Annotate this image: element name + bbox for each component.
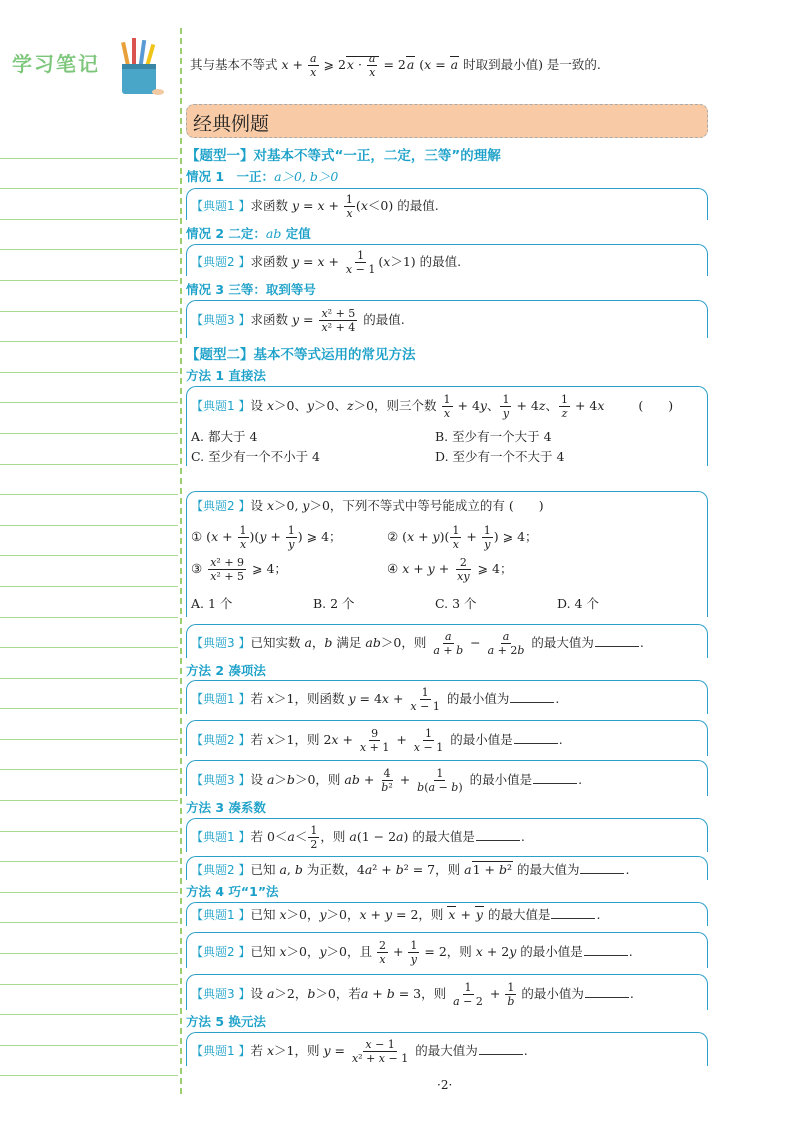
question-box xyxy=(186,300,708,338)
note-line xyxy=(0,526,178,557)
note-line xyxy=(0,954,178,985)
section-title: 经典例题 xyxy=(193,113,270,135)
statement-4: ④ x + y + $\frac{2}{xy}$ ⩾ 4； xyxy=(387,556,513,583)
section-banner xyxy=(186,104,708,138)
question-text: 【典题2 】求函数 y = x + $\frac{1}{x - 1}$ (x＞1) 的最值. xyxy=(191,249,462,276)
question-text: 【典题3 】求函数 y = $\frac{\text{x² + 5}}{\text{x² + 4}}$ 的最值. xyxy=(191,307,405,334)
note-line xyxy=(0,434,178,465)
note-line xyxy=(0,709,178,740)
question-text: 【典题3 】已知实数 a，b 满足 ab＞0，则 $\frac{a}{a + b}$ − $\frac{a}{a + 2b}$ 的最大值为 . xyxy=(191,630,644,657)
note-line xyxy=(0,312,178,343)
method3-heading: 方法 3 凑系数 xyxy=(186,800,266,815)
question-box xyxy=(186,902,708,926)
question-text: 【典题1 】已知 x＞0，y＞0，x + y = 2，则 x + y 的最大值是 . xyxy=(191,907,601,922)
method1-heading: 方法 1 直接法 xyxy=(186,368,266,383)
question-box xyxy=(186,244,708,276)
method5-heading: 方法 5 换元法 xyxy=(186,1014,266,1029)
question-box xyxy=(186,491,708,617)
note-line xyxy=(0,679,178,710)
note-line xyxy=(0,801,178,832)
note-line xyxy=(0,1015,178,1046)
option-a: A. 1 个 xyxy=(191,596,233,611)
note-line xyxy=(0,250,178,281)
method4-heading: 方法 4 巧“1”法 xyxy=(186,884,279,899)
notes-title: 学习笔记 xyxy=(12,52,100,76)
note-line xyxy=(0,128,178,159)
note-line xyxy=(0,862,178,893)
question-box xyxy=(186,188,708,220)
note-line xyxy=(0,893,178,924)
question-text: 【典题1 】设 x＞0、y＞0、z＞0，则三个数 $\frac{1}{x}$ + 4y、 $\frac{1}{y}$ + 4z、 $\frac{1}{z}$ + 4x ( ) xyxy=(191,393,674,420)
question-text: 【典题1 】若 x＞1，则函数 y = 4x + $\frac{1}{x - 1}$ 的最小值为 . xyxy=(191,686,560,713)
intro-text: 其与基本不等式 x + $\frac{a}{x}$ ⩾ 2x · $\frac{a}{x}$ = 2a (x = a 时取到最小值) 是一致的. xyxy=(190,52,601,79)
note-line xyxy=(0,770,178,801)
statement-2: ② (x + y)( $\frac{1}{x}$ + $\frac{1}{y}$ ) ⩾ 4； xyxy=(387,524,538,551)
case2-heading: 情况 2 二定：ab 定值 xyxy=(186,226,311,241)
note-line xyxy=(0,342,178,373)
note-lines xyxy=(0,128,178,1076)
question-text: 【典题2 】已知 x＞0，y＞0，且 $\frac{2}{x}$ + $\frac{1}{y}$ = 2，则 x + 2y 的最小值是 . xyxy=(191,939,633,966)
case3-heading: 情况 3 三等：取到等号 xyxy=(186,282,316,297)
notes-margin xyxy=(0,0,180,1122)
option-c: C. 至少有一个不小于 4 xyxy=(191,449,320,464)
note-line xyxy=(0,618,178,649)
option-d: D. 4 个 xyxy=(557,596,599,611)
type1-heading: 【题型一】对基本不等式“一正，二定，三等”的理解 xyxy=(186,148,501,164)
note-line xyxy=(0,159,178,190)
question-box xyxy=(186,720,708,756)
question-box xyxy=(186,1032,708,1066)
question-text: 【典题3 】设 a＞2，b＞0，若a + b = 3，则 $\frac{1}{a - 2}$ + $\frac{1}{b}$ 的最小值为 . xyxy=(191,981,634,1008)
question-box xyxy=(186,760,708,796)
question-box xyxy=(186,680,708,714)
question-box xyxy=(186,856,708,880)
question-box xyxy=(186,974,708,1010)
question-box xyxy=(186,624,708,658)
question-box xyxy=(186,386,708,466)
question-text: 【典题2 】若 x＞1，则 2x + $\frac{9}{x + 1}$ + $\frac{1}{x - 1}$ 的最小值是 . xyxy=(191,727,563,754)
option-b: B. 2 个 xyxy=(313,596,355,611)
margin-divider xyxy=(180,28,182,1094)
note-line xyxy=(0,923,178,954)
note-line xyxy=(0,403,178,434)
statement-3: ③ $\frac{\text{x² + 9}}{\text{x² + 5}}$ ⩾ 4； xyxy=(191,556,287,583)
pencil-cup-icon xyxy=(118,36,166,98)
question-text: 【典题2 】已知 a, b 为正数，4a² + b² = 7，则 a1 + b² 的最大值为 . xyxy=(191,862,630,877)
question-text: 【典题1 】求函数 y = x + $\frac{1}{x}$ (x＜0) 的最值. xyxy=(191,193,439,220)
question-box xyxy=(186,932,708,968)
note-line xyxy=(0,373,178,404)
case1-heading: 情况 1 一正：a＞0, b＞0 xyxy=(186,169,339,184)
question-box xyxy=(186,818,708,852)
statement-1: ① (x + $\frac{1}{x}$ )(y + $\frac{1}{y}$ ) ⩾ 4； xyxy=(191,524,342,551)
option-a: A. 都大于 4 xyxy=(191,429,258,444)
question-text: 【典题1 】若 x＞1，则 y = $\frac{x - 1}{\text{x² + x − 1}}$ 的最大值为 . xyxy=(191,1038,528,1065)
page-number: ·2· xyxy=(437,1078,453,1092)
note-line xyxy=(0,465,178,496)
option-d: D. 至少有一个不大于 4 xyxy=(435,449,565,464)
note-line xyxy=(0,1046,178,1077)
question-text: 【典题2 】设 x＞0, y＞0，下列不等式中等号能成立的有 ( ) xyxy=(191,498,544,513)
note-line xyxy=(0,587,178,618)
note-line xyxy=(0,220,178,251)
note-line xyxy=(0,189,178,220)
note-line xyxy=(0,556,178,587)
option-b: B. 至少有一个大于 4 xyxy=(435,429,552,444)
note-line xyxy=(0,985,178,1016)
note-line xyxy=(0,740,178,771)
note-line xyxy=(0,832,178,863)
question-text: 【典题1 】若 0＜a＜ $\frac{1}{2}$ ，则 a(1 − 2a) 的最大值是 . xyxy=(191,824,525,851)
type2-heading: 【题型二】基本不等式运用的常见方法 xyxy=(186,347,416,363)
method2-heading: 方法 2 凑项法 xyxy=(186,663,266,678)
question-text: 【典题3 】设 a＞b＞0，则 ab + $\frac{4}{\text{b²}}$ + $\frac{1}{b(a - b)}$ 的最小值是 . xyxy=(191,767,583,794)
note-line xyxy=(0,281,178,312)
note-line xyxy=(0,648,178,679)
option-c: C. 3 个 xyxy=(435,596,477,611)
note-line xyxy=(0,495,178,526)
